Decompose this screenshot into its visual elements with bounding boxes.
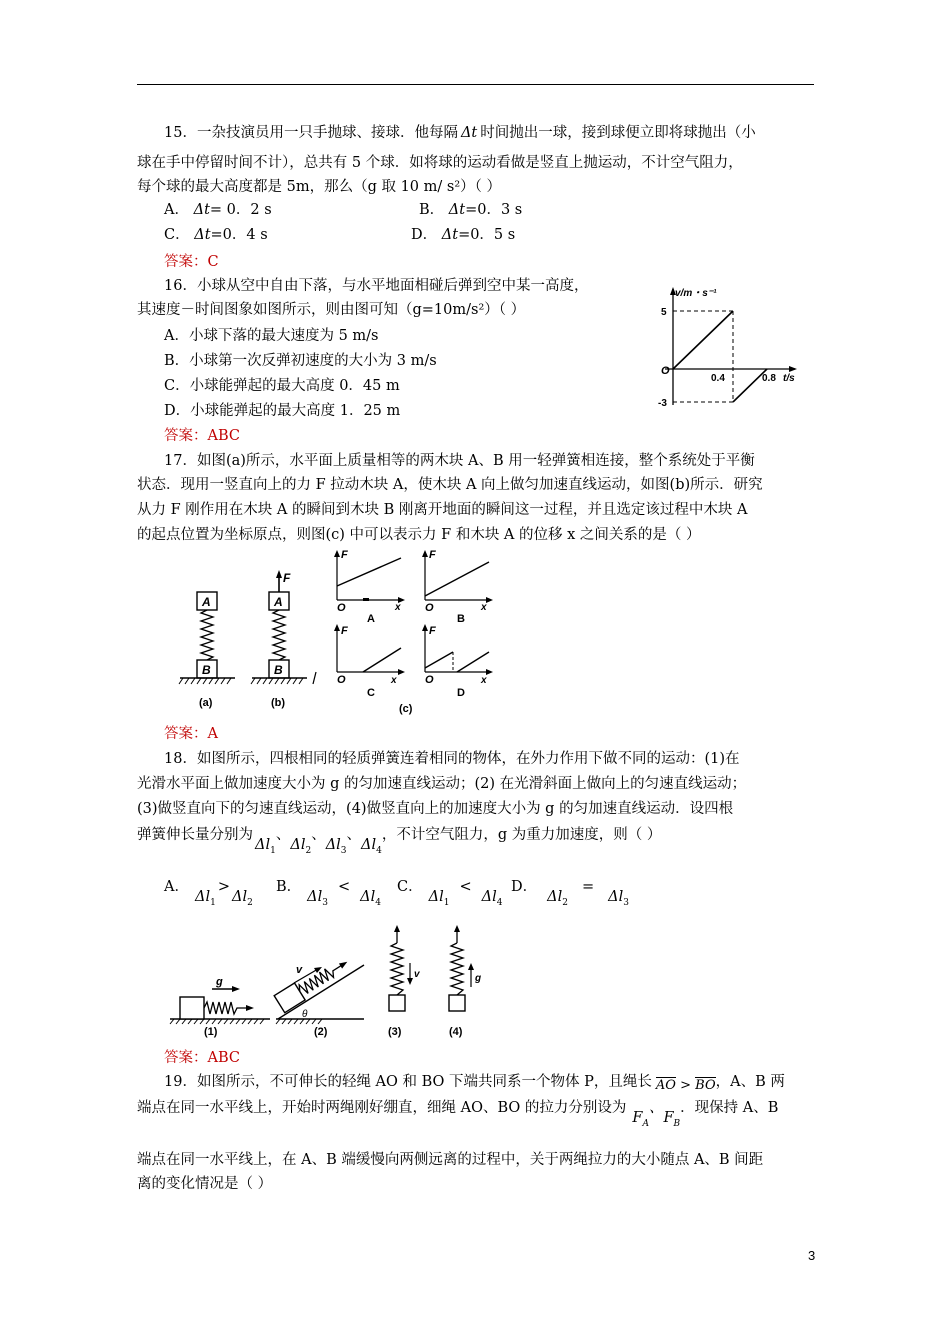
svg-text:O: O — [425, 674, 434, 686]
fig-force-label: F — [283, 571, 291, 585]
q17-line2: 状态．现用一竖直向上的力 F 拉动木块 A，使木块 A 向上做匀加速直线运动，如图(b)所示．研究 — [137, 477, 763, 493]
graph-tick-5: 5 — [661, 307, 667, 318]
q18-option-a: A．$\Delta l_1>\Delta l_2$ — [164, 879, 253, 908]
q15-option-b: B． Δt=0．3 s — [419, 202, 523, 218]
svg-text:F: F — [429, 549, 436, 561]
svg-text:x: x — [395, 602, 401, 613]
q16-vt-graph — [655, 285, 805, 415]
graph-tick-neg3: -3 — [658, 398, 667, 409]
graph-option-d — [422, 624, 493, 699]
svg-text:x: x — [481, 675, 487, 686]
q15-option-d: D． Δt=0．5 s — [411, 227, 516, 243]
svg-text:A: A — [367, 613, 375, 625]
q17-figure — [175, 548, 505, 718]
q16-line2: 其速度－时间图象如图所示，则由图可知（g=10m/s²）（ ） — [137, 302, 526, 318]
fig-b-block-b: B — [274, 663, 283, 677]
q18-line1: 18．如图所示，四根相同的轻质弹簧连着相同的物体，在外力作用下做不同的运动：(1)在 — [164, 751, 740, 767]
q16-option-b: B．小球第一次反弹初速度的大小为 3 m/s — [164, 353, 437, 369]
q18-line4: 弹簧伸长量分别为$\Delta l_1$、$\Delta l_2$、$\Delta l_3$、$\Delta l_4$，不计空气阻力，g 为重力加速度，则（ ） — [137, 827, 662, 856]
q15-line3: 每个球的最大高度都是 5m，那么（g 取 10 m/ s²）（ ） — [137, 179, 501, 195]
graph-tick-04: 0.4 — [711, 373, 725, 384]
svg-text:x: x — [481, 602, 487, 613]
q18-answer: 答案：ABC — [164, 1050, 240, 1066]
fig-cap-4: (4) — [449, 1026, 463, 1038]
fig-b-block-a: A — [274, 595, 283, 609]
graph-origin: O — [661, 365, 670, 377]
q15-option-c: C． Δt=0．4 s — [164, 227, 268, 243]
svg-text:C: C — [367, 687, 375, 699]
fig-cap-3: (3) — [388, 1026, 402, 1038]
graph-xlabel: t/s — [783, 373, 795, 384]
fig-caption-a: (a) — [199, 697, 213, 709]
page-number: 3 — [808, 1248, 816, 1263]
q19-line3: 端点在同一水平线上，在 A、B 端缓慢向两侧远离的过程中，关于两绳拉力的大小随点 A、B 间距 — [137, 1152, 764, 1168]
fig-a-block-b: B — [202, 663, 211, 677]
fig-v-label: v — [296, 964, 303, 976]
q15-line2: 球在手中停留时间不计），总共有 5 个球．如将球的运动看做是竖直上抛运动，不计空气阻力， — [137, 155, 743, 171]
svg-text:O: O — [337, 602, 346, 614]
graph-option-c — [334, 624, 405, 699]
q18-option-d: D．$\Delta l_2=\Delta l_3$ — [511, 879, 629, 908]
q16-answer: 答案：ABC — [164, 428, 240, 444]
q18-line2: 光滑水平面上做加速度大小为 g 的匀加速直线运动；(2) 在光滑斜面上做向上的匀速直线运动； — [137, 776, 747, 792]
svg-text:B: B — [457, 613, 465, 625]
q17-answer: 答案：A — [164, 726, 218, 742]
svg-text:D: D — [457, 687, 465, 699]
q18-figure — [168, 925, 488, 1040]
svg-text:F: F — [341, 549, 348, 561]
q16-option-d: D．小球能弹起的最大高度 1．25 m — [164, 403, 401, 419]
fig-cap-1: (1) — [204, 1026, 218, 1038]
graph-tick-08: 0.8 — [762, 373, 776, 384]
q18-option-b: B．$\Delta l_3<\Delta l_4$ — [276, 879, 381, 908]
q18-option-c: C．$\Delta l_1<\Delta l_4$ — [397, 879, 503, 908]
graph-ylabel: v/m・s⁻¹ — [675, 288, 717, 299]
fig-g-label-4: g — [475, 973, 482, 984]
fig-caption-c: (c) — [399, 703, 413, 715]
graph-option-b — [422, 549, 493, 625]
q15-answer: 答案：C — [164, 254, 219, 270]
svg-text:x: x — [391, 675, 397, 686]
fig-theta: θ — [302, 1009, 308, 1020]
q19-line4: 离的变化情况是（ ） — [137, 1176, 273, 1192]
fig-v-label-3: v — [414, 969, 420, 980]
q15-option-a: A． Δt= 0．2 s — [164, 202, 272, 218]
q16-option-c: C．小球能弹起的最大高度 0．45 m — [164, 378, 400, 394]
q17-line1: 17．如图(a)所示，水平面上质量相等的两木块 A、B 用一轻弹簧相连接，整个系统处于平衡 — [164, 453, 755, 469]
q16-line1: 16．小球从空中自由下落，与水平地面相碰后弹到空中某一高度， — [164, 278, 589, 294]
graph-option-a — [334, 549, 405, 625]
fig-g-label: g — [216, 976, 223, 988]
svg-text:O: O — [337, 674, 346, 686]
fig-cap-2: (2) — [314, 1026, 328, 1038]
header-rule — [137, 84, 814, 85]
q17-line3: 从力 F 刚作用在木块 A 的瞬间到木块 B 刚离开地面的瞬间这一过程，并且选定该过程中木块 A — [137, 502, 748, 518]
svg-text:F: F — [429, 625, 436, 637]
svg-text:O: O — [425, 602, 434, 614]
q16-option-a: A．小球下落的最大速度为 5 m/s — [164, 328, 379, 344]
q19-line1: 19．如图所示，不可伸长的轻绳 AO 和 BO 下端共同系一个物体 P，且绳长 AO > BO，A、B 两 — [164, 1074, 785, 1093]
q19-line2: 端点在同一水平线上，开始时两绳刚好绷直，细绳 AO、BO 的拉力分别设为$F_A$、$F_B$．现保持 A、B — [137, 1100, 779, 1129]
svg-text:F: F — [341, 625, 348, 637]
fig-caption-b: (b) — [271, 697, 286, 709]
q17-line4: 的起点位置为坐标原点，则图(c) 中可以表示力 F 和木块 A 的位移 x 之间关系的是（ ） — [137, 527, 701, 543]
q18-line3: (3)做竖直向下的匀速直线运动，(4)做竖直向上的加速度大小为 g 的匀加速直线运动．设四根 — [137, 801, 734, 817]
fig-a-block-a: A — [202, 595, 211, 609]
q15-line1: 15．一杂技演员用一只手抛球、接球．他每隔 Δt 时间抛出一球，接到球便立即将球抛出（小 — [164, 125, 756, 141]
